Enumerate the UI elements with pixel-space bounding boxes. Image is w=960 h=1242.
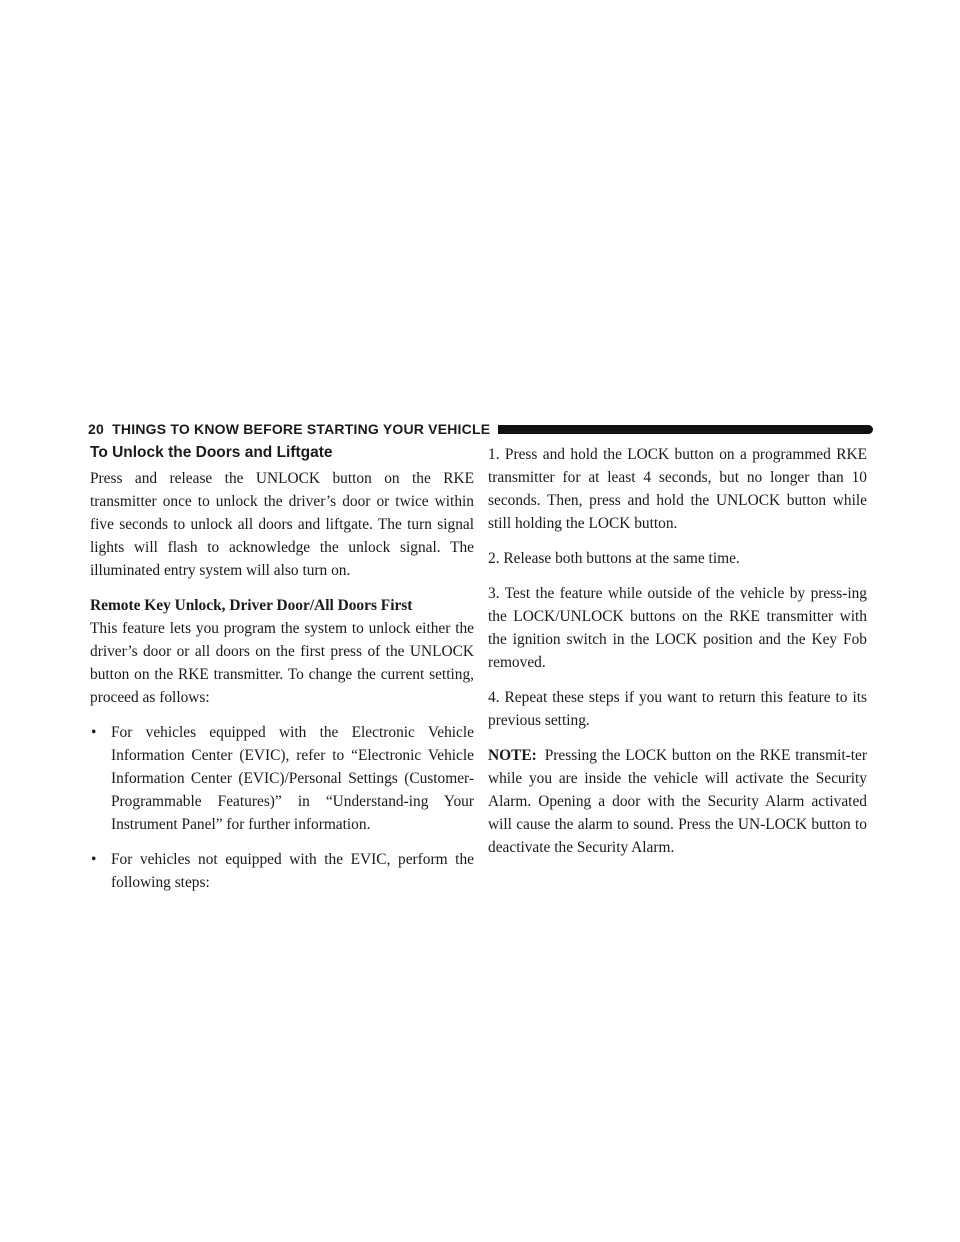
running-header	[88, 418, 873, 440]
step-4: 4. Repeat these steps if you want to return this feature to its previous setting.	[488, 689, 867, 729]
step-3: 3. Test the feature while outside of the vehicle by press-ing the LOCK/UNLOCK buttons on the RKE transmitter with the ignition switch in the LOCK position and the Key Fob removed.	[488, 585, 867, 671]
page-number: 20	[88, 421, 104, 437]
bullet-text: For vehicles not equipped with the EVIC, perform the following steps:	[111, 851, 474, 891]
right-column	[488, 443, 867, 871]
intro-paragraph: Press and release the UNLOCK button on the RKE transmitter once to unlock the driver’s door or twice within five seconds to unlock all doors and liftgate. The turn signal lights will flash to acknowledge the unlock signal. The illuminated entry system will also turn on.	[90, 470, 474, 579]
header-section-title: THINGS TO KNOW BEFORE STARTING YOUR VEHICLE	[112, 421, 491, 437]
left-column	[90, 443, 474, 906]
header-text	[88, 421, 490, 437]
bullet-item	[90, 721, 474, 836]
subheading: Remote Key Unlock, Driver Door/All Doors First	[90, 597, 413, 614]
note-text: Pressing the LOCK button on the RKE transmit-ter while you are inside the vehicle will activate the Security Alarm. Opening a door with the Security Alarm activated will cause the alarm to sound. Press the UN-LOCK button to deactivate the Security Alarm.	[488, 747, 867, 856]
note-paragraph	[488, 744, 867, 859]
bullet-text: For vehicles equipped with the Electronic Vehicle Information Center (EVIC), refer to “Electronic Vehicle Information Center (EVIC)/Personal Settings (Customer-Programmable Features)” in “Understand-ing Your Instrument Panel” for further information.	[111, 724, 474, 833]
step-1: 1. Press and hold the LOCK button on a programmed RKE transmitter for at least 4 seconds, but no longer than 10 seconds. Then, press and hold the UNLOCK button while still holding the LOCK button.	[488, 446, 867, 532]
section-title: To Unlock the Doors and Liftgate	[90, 444, 333, 461]
header-rule-bar	[498, 425, 873, 434]
bullet-list	[90, 721, 474, 894]
note-label: NOTE:	[488, 747, 537, 764]
body-paragraph: This feature lets you program the system to unlock either the driver’s door or all doors on the first press of the UNLOCK button on the RKE transmitter. To change the current setting, proceed as follows:	[90, 620, 474, 706]
bullet-icon: •	[91, 851, 97, 868]
bullet-item	[90, 848, 474, 894]
bullet-icon: •	[91, 724, 97, 741]
step-2: 2. Release both buttons at the same time.	[488, 550, 740, 567]
